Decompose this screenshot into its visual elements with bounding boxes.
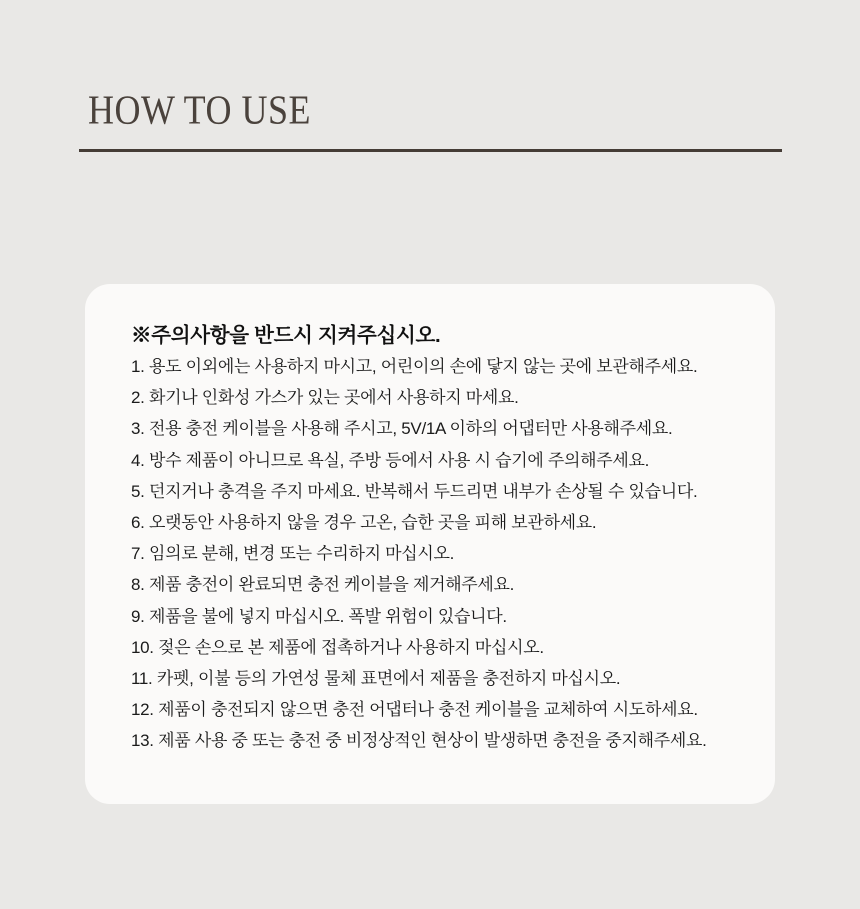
- how-to-use-section: [0, 86, 860, 909]
- caution-list: [131, 351, 735, 757]
- caution-item-2: 2. 화기나 인화성 가스가 있는 곳에서 사용하지 마세요.: [131, 388, 519, 408]
- caution-item-12: 12. 제품이 충전되지 않으면 충전 어댑터나 충전 케이블을 교체하여 시도하세요.: [131, 700, 698, 720]
- caution-item-4: 4. 방수 제품이 아니므로 욕실, 주방 등에서 사용 시 습기에 주의해주세요.: [131, 450, 650, 470]
- caution-heading: ※주의사항을 반드시 지켜주십시오.: [131, 324, 441, 347]
- title-divider: [79, 149, 782, 152]
- caution-item-11: 11. 카펫, 이불 등의 가연성 물체 표면에서 제품을 충전하지 마십시오.: [131, 669, 621, 689]
- caution-item-6: 6. 오랫동안 사용하지 않을 경우 고온, 습한 곳을 피해 보관하세요.: [131, 513, 597, 533]
- caution-item-5: 5. 던지거나 충격을 주지 마세요. 반복해서 두드리면 내부가 손상될 수 있습니다.: [131, 481, 698, 501]
- caution-item-3: 3. 전용 충전 케이블을 사용해 주시고, 5V/1A 이하의 어댑터만 사용해주세요.: [131, 419, 673, 439]
- caution-card: [85, 284, 775, 804]
- caution-item-9: 9. 제품을 불에 넣지 마십시오. 폭발 위험이 있습니다.: [131, 606, 507, 626]
- caution-item-7: 7. 임의로 분해, 변경 또는 수리하지 마십시오.: [131, 544, 455, 564]
- caution-item-1: 1. 용도 이외에는 사용하지 마시고, 어린이의 손에 닿지 않는 곳에 보관해주세요.: [131, 357, 698, 376]
- page-title: HOW TO USE: [88, 86, 312, 133]
- caution-item-10: 10. 젖은 손으로 본 제품에 접촉하거나 사용하지 마십시오.: [131, 637, 544, 657]
- caution-item-13: 13. 제품 사용 중 또는 충전 중 비정상적인 현상이 발생하면 충전을 중지해주세요.: [131, 731, 707, 751]
- caution-item-8: 8. 제품 충전이 완료되면 충전 케이블을 제거해주세요.: [131, 575, 515, 595]
